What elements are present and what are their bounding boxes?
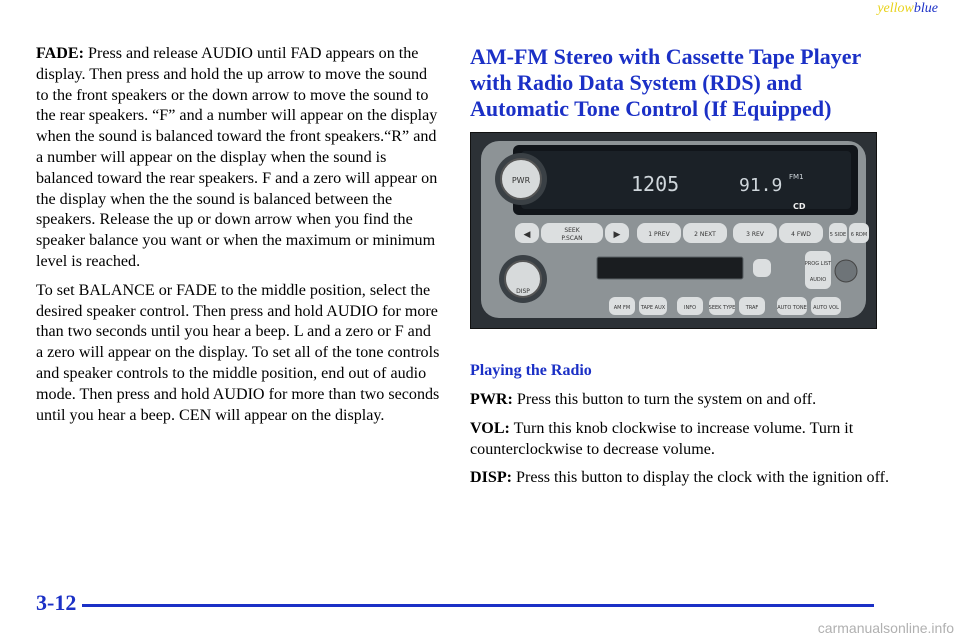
audio-label: AUDIO (809, 277, 827, 283)
section-title: AM-FM Stereo with Cassette Tape Player with Radio Data System (RDS) and Automatic Tone Control (If Equipped) (470, 44, 861, 121)
display-clock: 1205 (631, 172, 680, 196)
right-column-header (470, 44, 890, 122)
balance-paragraph: To set BALANCE or FADE to the middle position, select the desired speaker control. Then press and hold AUDIO for more than two seconds until you hear a beep. L and a zero or F and a zero will appear on the display. To set all of the tone controls and speaker controls to the middle position, end out of audio mode. Then press and hold AUDIO for more than two seconds until you hear a beep. CEN will appear on the display. (36, 281, 440, 424)
vol-text: Turn this knob clockwise to increase volume. Turn it counterclockwise to decrease volume. (470, 419, 854, 458)
pscan-label: P.SCAN (561, 235, 583, 242)
pwr-knob-label: PWR (511, 176, 531, 185)
am-fm-label: AM FM (613, 305, 631, 311)
disp-paragraph (470, 468, 890, 489)
info-label: INFO (683, 305, 697, 311)
playing-radio-heading: Playing the Radio (470, 362, 592, 379)
preset-5-label: 5 SIDE (829, 232, 847, 238)
right-column-text (470, 390, 890, 489)
traf-label: TRAF (745, 305, 759, 311)
prog-list-label: PROG LIST (804, 261, 832, 267)
brand-blue: blue (913, 1, 938, 16)
pwr-paragraph (470, 390, 890, 411)
fade-text: Press and release AUDIO until FAD appears on the display. Then press and hold the up arrow to move the sound to the front speakers or the down arrow to move the sound to the rear speakers. “F” and a number will appear on the display when the sound is balanced toward the front speakers.“R” and a number will appear on the display when the sound is balanced toward the rear speakers. F and a zero will appear on the display when the the sound is balanced between the speakers. Release the up or down arrow when you find the speaker balance you want or when the maximum or minimum level is reached. (36, 45, 438, 270)
footer-rule (82, 604, 874, 607)
auto-vol-label: AUTO VOL (813, 305, 839, 311)
fade-paragraph (36, 44, 442, 273)
preset-1-label: 1 PREV (648, 231, 670, 238)
tape-aux-label: TAPE AUX (640, 305, 666, 311)
seek-type-label: SEEK TYPE (708, 305, 736, 311)
brand-yellow: yellow (877, 1, 914, 16)
pwr-text: Press this button to turn the system on and off. (512, 391, 817, 408)
fade-label: FADE: (36, 45, 84, 62)
disp-knob-label: DISP (516, 288, 530, 295)
auto-tone-label: AUTO TONE (777, 305, 807, 311)
preset-4-label: 4 FWD (791, 231, 811, 238)
display-frequency: 91.9 (739, 175, 783, 196)
radio-faceplate (471, 133, 876, 328)
preset-3-label: 3 REV (746, 231, 764, 238)
radio-illustration (470, 132, 877, 329)
vol-label: VOL: (470, 419, 510, 437)
brand-mark (877, 1, 938, 17)
cd-logo: CD (793, 202, 806, 211)
vol-paragraph (470, 419, 890, 461)
display-band: FM1 (789, 173, 804, 181)
preset-2-label: 2 NEXT (694, 231, 716, 238)
pwr-label: PWR: (470, 391, 513, 408)
seek-label: SEEK (564, 227, 580, 234)
svg-text:◀: ◀ (523, 230, 531, 240)
left-column (36, 44, 442, 426)
watermark: carmanualsonline.info (817, 620, 954, 636)
disp-text: Press this button to display the clock with the ignition off. (512, 469, 890, 487)
svg-text:▶: ▶ (613, 230, 621, 240)
button-row-1 (515, 223, 869, 243)
preset-6-label: 6 RDM (850, 232, 868, 238)
page-number: 3-12 (36, 590, 77, 615)
disp-label: DISP: (470, 469, 513, 487)
